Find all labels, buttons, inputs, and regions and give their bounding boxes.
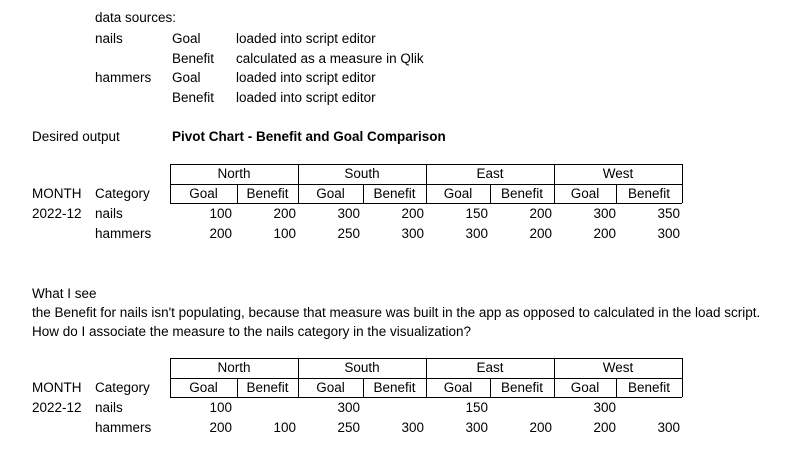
measure-header: Benefit: [373, 380, 416, 395]
value-cell: 200: [593, 420, 616, 435]
pivot-chart-title: Pivot Chart - Benefit and Goal Comparison: [172, 129, 446, 144]
value-cell: 300: [401, 226, 424, 241]
source-field-label: Goal: [172, 31, 201, 46]
measure-header: Benefit: [246, 380, 289, 395]
value-cell: 200: [209, 420, 232, 435]
month-cell: 2022-12: [32, 400, 82, 415]
value-cell: 200: [273, 206, 296, 221]
source-description: calculated as a measure in Qlik: [236, 51, 424, 66]
value-cell: 150: [465, 206, 488, 221]
value-cell: 300: [337, 400, 360, 415]
table-border-line: [170, 397, 682, 398]
value-cell: 200: [593, 226, 616, 241]
value-cell: 200: [401, 206, 424, 221]
data-sources-heading: data sources:: [95, 10, 177, 25]
measure-header: Goal: [570, 380, 600, 395]
source-description: loaded into script editor: [236, 90, 376, 105]
problem-description-line: the Benefit for nails isn't populating, because that measure was built in the app as opposed to calculated in the load script.: [32, 305, 761, 320]
region-header: North: [217, 360, 251, 375]
table-border-line: [682, 358, 683, 397]
measure-header: Benefit: [246, 186, 289, 201]
category-cell: hammers: [95, 226, 152, 241]
region-header: South: [344, 166, 380, 181]
table-border-line: [682, 164, 683, 203]
measure-header: Benefit: [500, 186, 544, 201]
region-header: West: [602, 360, 634, 375]
region-header: North: [217, 166, 251, 181]
month-cell: 2022-12: [32, 206, 82, 221]
measure-header: Benefit: [373, 186, 416, 201]
value-cell: 300: [401, 420, 424, 435]
value-cell: 300: [657, 420, 680, 435]
category-cell: nails: [95, 400, 123, 415]
region-header: South: [344, 360, 380, 375]
source-field-label: Benefit: [172, 90, 215, 105]
table-border-line: [170, 203, 682, 204]
measure-header: Benefit: [627, 380, 671, 395]
value-cell: 250: [337, 226, 360, 241]
question-line: How do I associate the measure to the nails category in the visualization?: [32, 324, 471, 339]
value-cell: 200: [529, 226, 552, 241]
value-cell: 300: [593, 400, 616, 415]
source-group-label: hammers: [95, 70, 152, 85]
source-field-label: Goal: [172, 70, 201, 85]
measure-header: Benefit: [627, 186, 671, 201]
value-cell: 100: [273, 226, 296, 241]
measure-header: Goal: [316, 186, 345, 201]
month-column-header: MONTH: [32, 380, 82, 395]
value-cell: 300: [657, 226, 680, 241]
measure-header: Goal: [570, 186, 600, 201]
value-cell: 250: [337, 420, 360, 435]
what-i-see-heading: What I see: [32, 286, 97, 301]
value-cell: 200: [529, 206, 552, 221]
category-column-header: Category: [95, 380, 150, 395]
value-cell: 300: [465, 226, 488, 241]
category-column-header: Category: [95, 186, 150, 201]
value-cell: 200: [209, 226, 232, 241]
value-cell: 100: [209, 206, 232, 221]
source-description: loaded into script editor: [236, 70, 376, 85]
source-group-label: nails: [95, 31, 123, 46]
value-cell: 300: [337, 206, 360, 221]
value-cell: 300: [593, 206, 616, 221]
month-column-header: MONTH: [32, 186, 82, 201]
value-cell: 200: [529, 420, 552, 435]
value-cell: 300: [465, 420, 488, 435]
value-cell: 150: [465, 400, 488, 415]
value-cell: 100: [273, 420, 296, 435]
region-header: East: [476, 360, 504, 375]
measure-header: Benefit: [500, 380, 544, 395]
category-cell: nails: [95, 206, 123, 221]
measure-header: Goal: [189, 380, 218, 395]
region-header: East: [476, 166, 504, 181]
source-field-label: Benefit: [172, 51, 215, 66]
value-cell: 100: [209, 400, 232, 415]
desired-output-label: Desired output: [32, 129, 120, 144]
source-description: loaded into script editor: [236, 31, 376, 46]
category-cell: hammers: [95, 420, 152, 435]
region-header: West: [602, 166, 634, 181]
value-cell: 350: [657, 206, 680, 221]
measure-header: Goal: [316, 380, 345, 395]
measure-header: Goal: [189, 186, 218, 201]
measure-header: Goal: [443, 380, 473, 395]
measure-header: Goal: [443, 186, 473, 201]
